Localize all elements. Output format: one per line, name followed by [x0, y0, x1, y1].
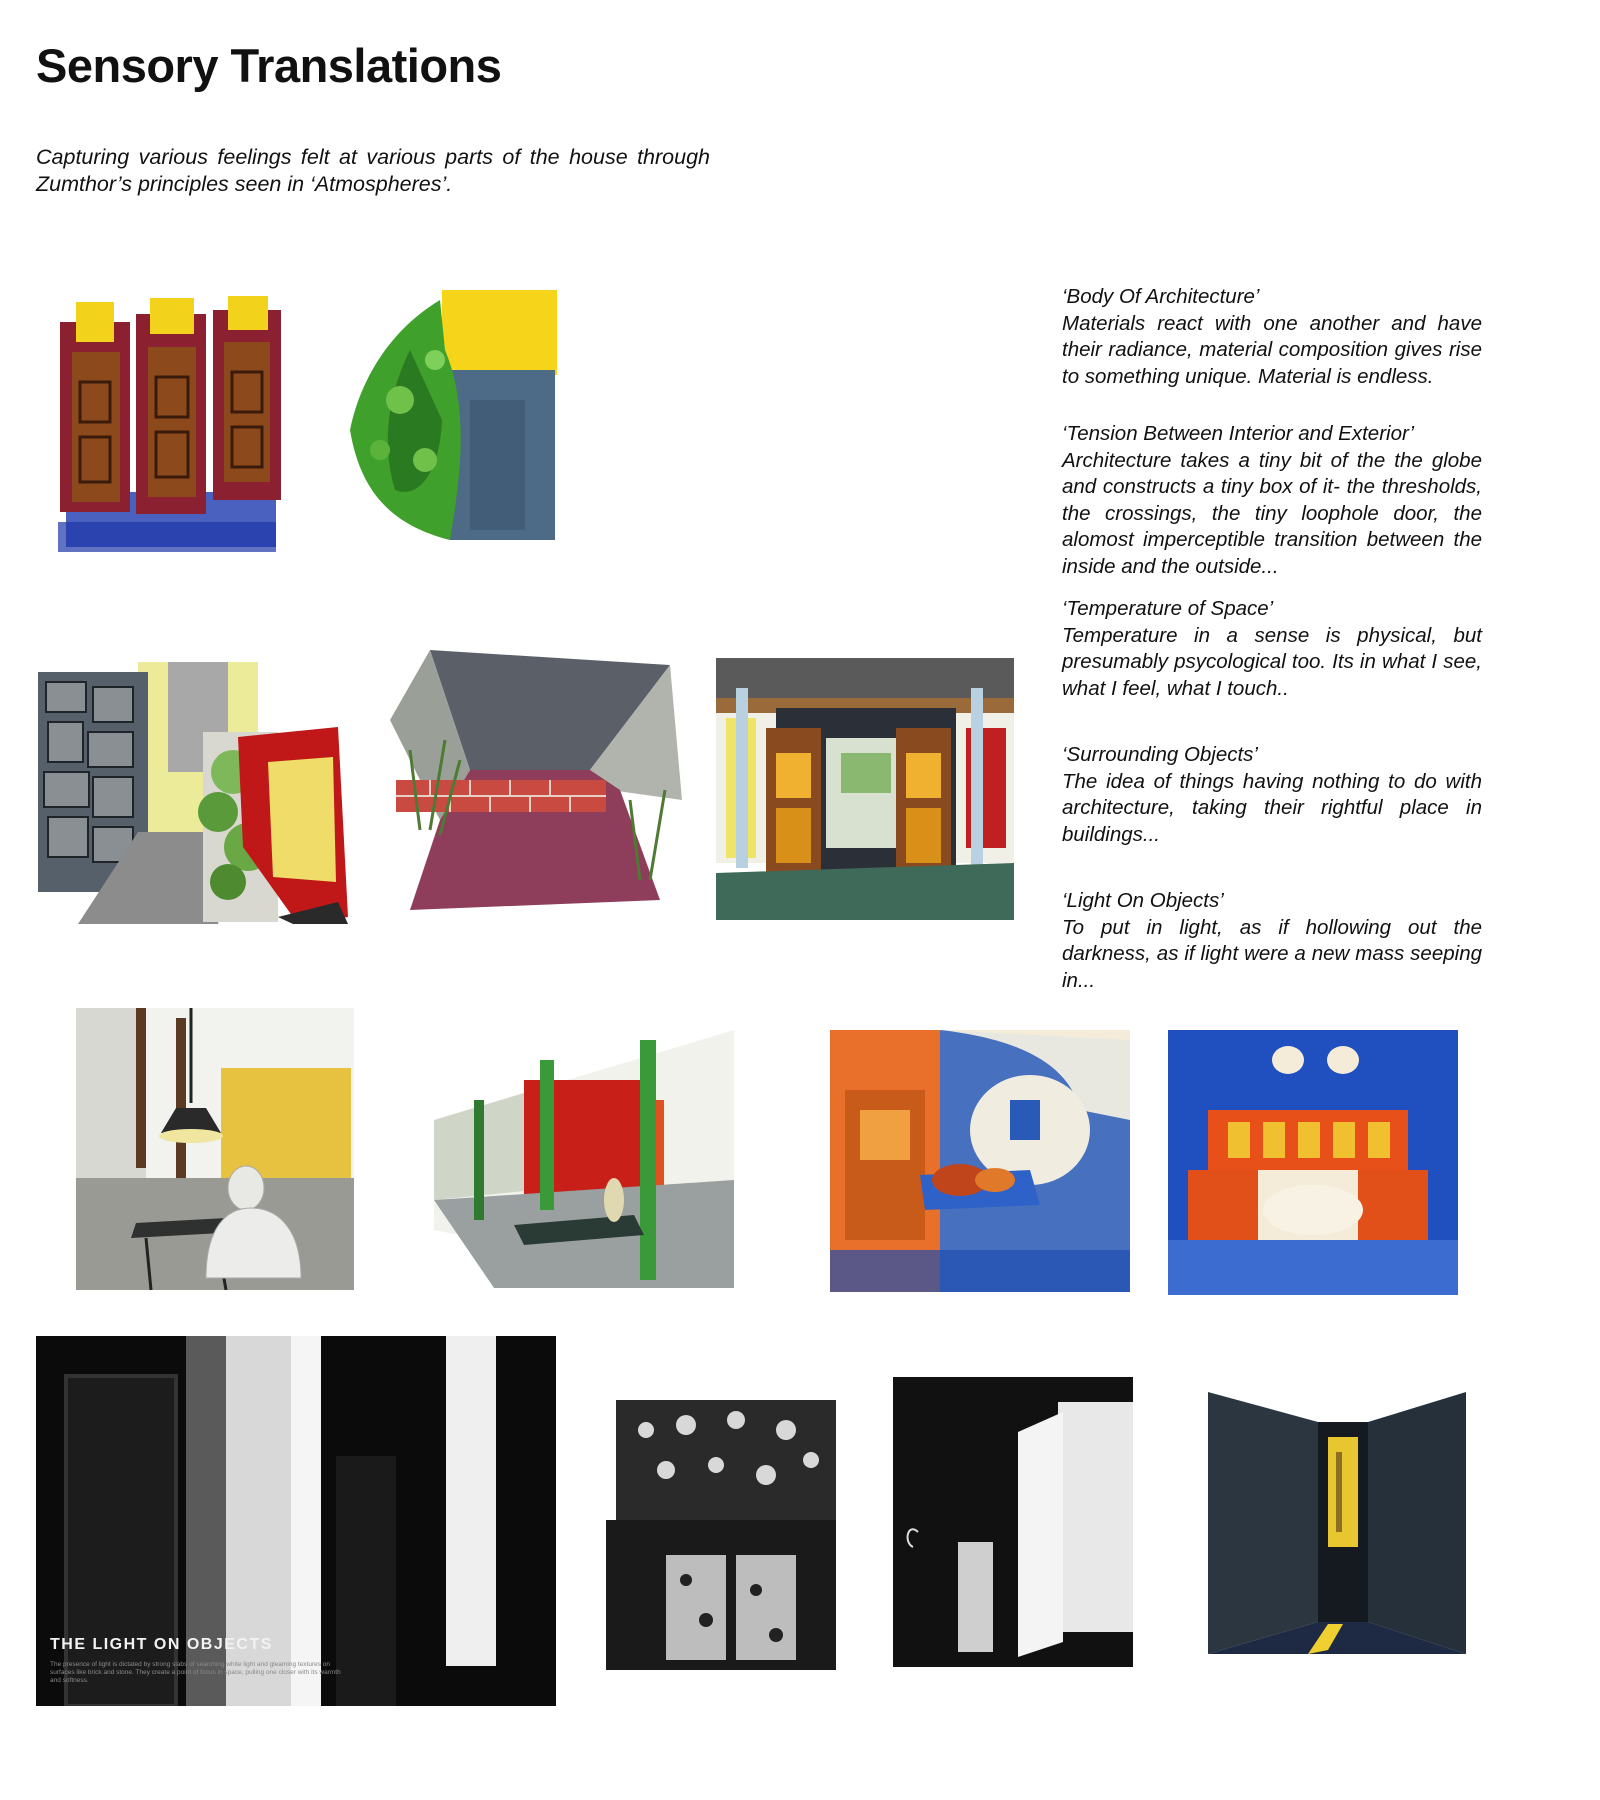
sketch-red-wall-bench	[434, 1030, 734, 1288]
sketch-plant-and-wall	[350, 290, 562, 545]
sketch-blue-room-bed	[830, 1030, 1130, 1292]
principle-body-of-architecture	[1062, 284, 1482, 390]
principle-surrounding-objects	[1062, 742, 1482, 848]
principle-text: Materials react with one another and have their radiance, material composition gives rise to something unique. Material is endless.	[1062, 311, 1482, 388]
principle-heading: ‘Tension Between Interior and Exterior’	[1062, 422, 1415, 445]
principle-text: Architecture takes a tiny bit of the the globe and constructs a tiny box of it- the thresholds, the crossings, the tiny loophole door, the alomost imperceptible transition between the inside and the outside...	[1062, 448, 1482, 578]
principle-heading: ‘Body Of Architecture’	[1062, 285, 1260, 308]
sketch-brick-corridor	[390, 650, 682, 915]
sketch-dark-corridor-light	[1208, 1392, 1466, 1654]
principle-heading: ‘Light On Objects’	[1062, 889, 1224, 912]
poster-light-on-objects	[36, 1336, 556, 1706]
page-subtitle: Capturing various feelings felt at various parts of the house through Zumthor’s principles seen in ‘Atmospheres’.	[36, 145, 710, 196]
poster-caption: The presence of light is dictated by strong slabs of searching white light and gleaming textures on surfaces like brick and stone. They create a point of focus in space, pulling one closer with its warmth and softness.	[50, 1661, 341, 1684]
poster-title: THE LIGHT ON OBJECTS	[50, 1636, 273, 1653]
principle-text: To put in light, as if hollowing out the darkness, as if light were a new mass seeping in...	[1062, 915, 1482, 992]
sketch-charcoal-foliage-window	[596, 1380, 842, 1675]
sketch-charcoal-doorway	[888, 1372, 1140, 1672]
principle-temperature-of-space	[1062, 596, 1482, 702]
sketch-lamp-reading-figure	[76, 1008, 354, 1290]
sketch-stone-courtyard	[38, 662, 348, 924]
principle-text: The idea of things having nothing to do with architecture, taking their rightful place in buildings...	[1062, 769, 1482, 846]
page-title: Sensory Translations	[36, 39, 502, 92]
sketch-doorway-veranda	[716, 658, 1014, 920]
principle-heading: ‘Temperature of Space’	[1062, 597, 1274, 620]
principle-heading: ‘Surrounding Objects’	[1062, 743, 1258, 766]
principle-tension-interior-exterior	[1062, 421, 1482, 580]
sketch-orange-blue-wall	[1168, 1030, 1458, 1295]
principle-light-on-objects	[1062, 888, 1482, 994]
principle-text: Temperature in a sense is physical, but presumably psycological too. Its in what I see, what I feel, what I touch..	[1062, 623, 1482, 700]
sketch-windows-crayon	[58, 292, 290, 562]
